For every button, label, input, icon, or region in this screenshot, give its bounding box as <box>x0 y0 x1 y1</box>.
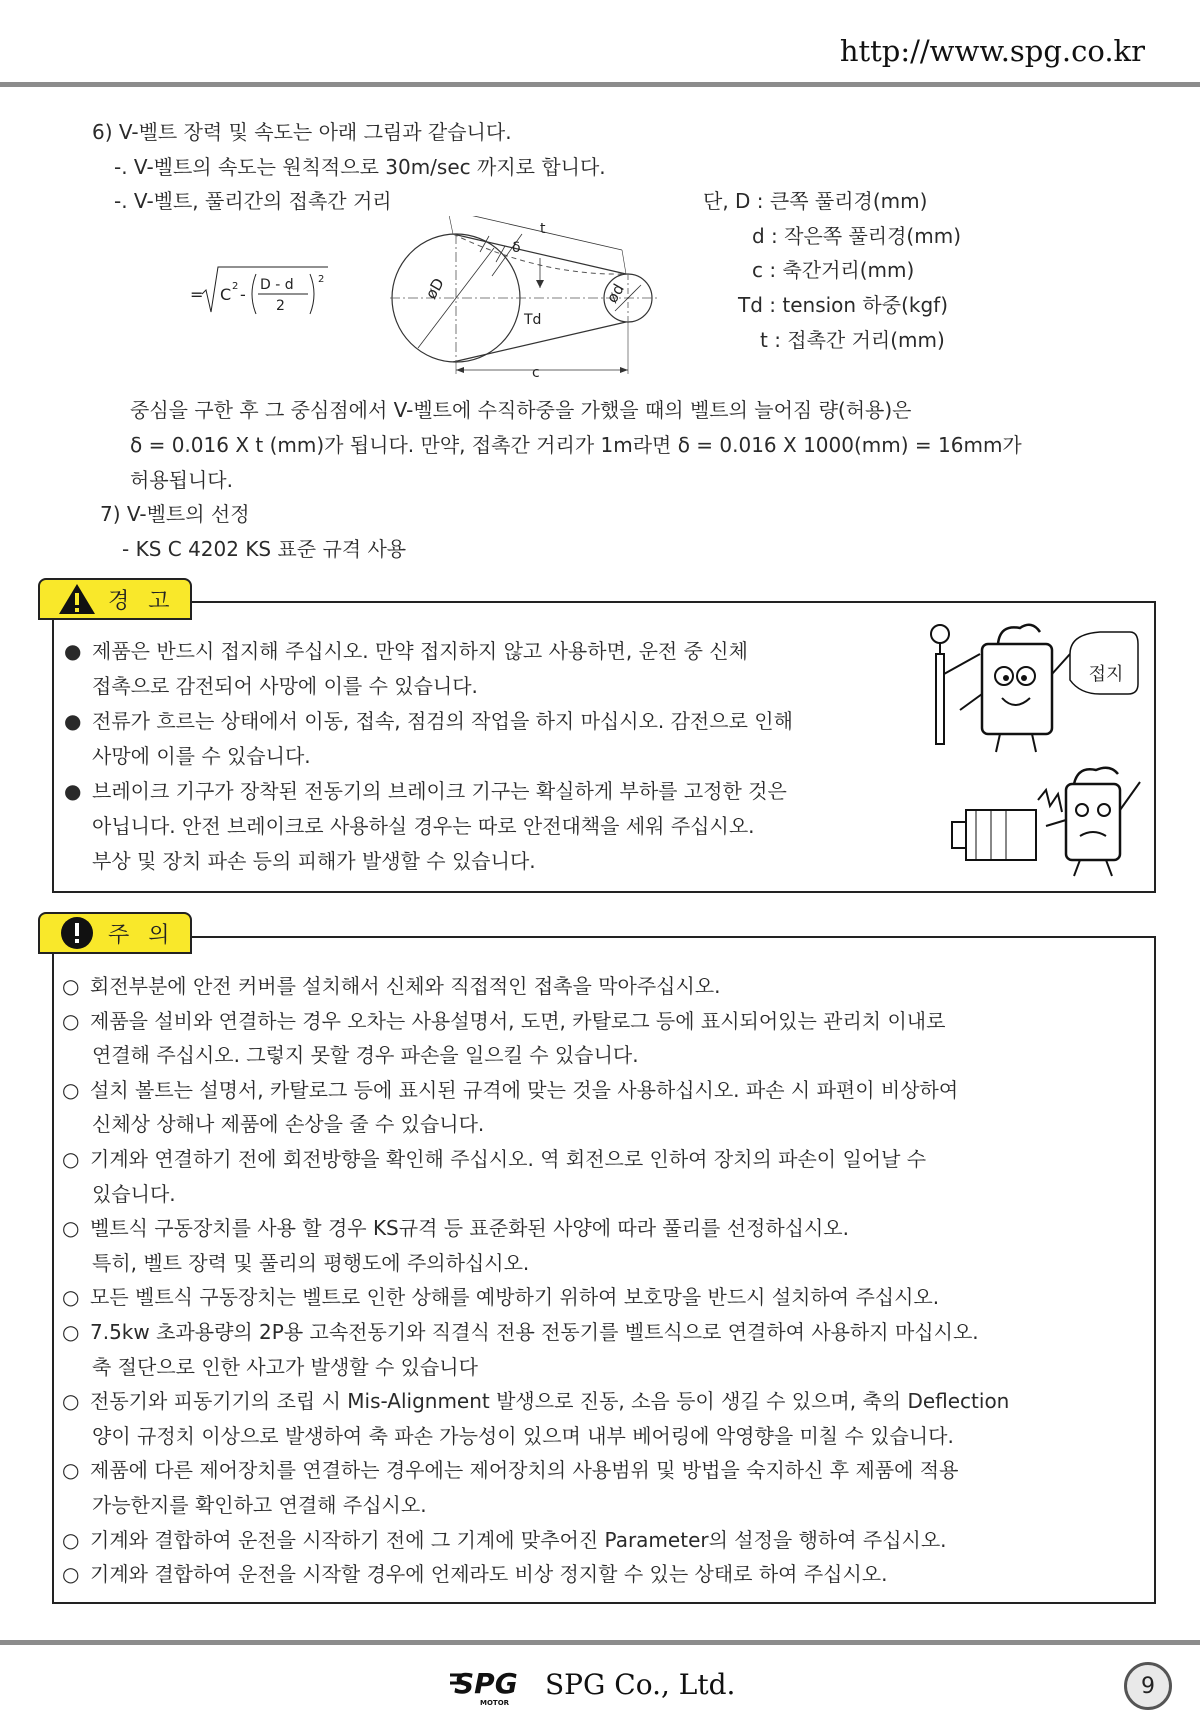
pulley-diagram <box>390 216 660 378</box>
caution-bullet: ○ <box>62 1216 80 1241</box>
formula-equals: = <box>190 285 204 304</box>
diagram-label-Td: Td <box>524 312 542 328</box>
caution-item: ○ 기계와 결합하여 운전을 시작할 경우에 언제라도 비상 정지할 수 있는 상태로 하여 주십시오. <box>62 1562 888 1587</box>
header-url: http://www.spg.co.kr <box>839 34 1145 68</box>
svg-text:SPG: SPG <box>454 1667 518 1700</box>
diagram-label-delta: δ <box>512 240 521 256</box>
warning-tab <box>38 578 192 620</box>
sag-paragraph-line2: δ = 0.016 X t (mm)가 됩니다. 만약, 접촉간 거리가 1m라면 δ = 0.016 X 1000(mm) = 16mm가 <box>130 433 1022 457</box>
caution-item-cont: 있습니다. <box>92 1181 176 1206</box>
caution-bullet: ○ <box>62 1527 80 1552</box>
caution-item: ○ 7.5kw 초과용량의 2P용 고속전동기와 직결식 전용 전동기를 벨트식으로 연결하여 사용하지 마십시오. <box>62 1320 979 1344</box>
caution-bullet: ○ <box>62 1562 80 1587</box>
legend-D: 단, D : 큰쪽 풀리경(mm) <box>703 189 928 213</box>
caution-bullet: ○ <box>62 1077 80 1102</box>
legend-c: c : 축간거리(mm) <box>752 258 915 282</box>
section6-title: 6) V-벨트 장력 및 속도는 아래 그림과 같습니다. <box>92 120 512 144</box>
caution-tab <box>38 912 192 954</box>
caution-item: ○ 제품을 설비와 연결하는 경우 오차는 사용설명서, 도면, 카탈로그 등에 표시되어있는 관리치 이내로 <box>62 1008 946 1033</box>
section6-line-speed: -. V-벨트의 속도는 원칙적으로 30m/sec 까지로 합니다. <box>114 155 606 179</box>
formula-denominator: 2 <box>276 298 285 314</box>
header-rule <box>0 82 1200 87</box>
page-number: 9 <box>1124 1662 1172 1710</box>
diagram-label-big-pulley: øD <box>421 275 448 302</box>
footer-rule <box>0 1640 1200 1645</box>
diagram-label-t: t <box>540 221 546 237</box>
warning-triangle-icon <box>56 582 98 616</box>
formula-numerator: D - d <box>260 277 294 293</box>
formula-exp: 2 <box>318 274 325 285</box>
caution-item: ○ 제품에 다른 제어장치를 연결하는 경우에는 제어장치의 사용범위 및 방법을 숙지하신 후 제품에 적용 <box>62 1458 959 1483</box>
formula-c: C <box>220 285 232 304</box>
electric-shock-cartoon <box>946 760 1146 880</box>
caution-bullet: ○ <box>62 1147 80 1171</box>
distance-formula <box>190 262 330 322</box>
diagram-label-small-pulley: ød <box>602 280 628 306</box>
warning-item: ● 브레이크 기구가 장착된 전동기의 브레이크 기구는 확실하게 부하를 고정한 것은 <box>64 779 787 803</box>
svg-text:MOTOR: MOTOR <box>480 1699 510 1707</box>
caution-bullet: ○ <box>62 1285 80 1310</box>
caution-bullet: ○ <box>62 974 80 998</box>
caution-label: 주 의 <box>108 922 176 948</box>
section7-title: 7) V-벨트의 선정 <box>100 502 250 526</box>
caution-bullet: ○ <box>62 1008 80 1033</box>
caution-item: ○ 전동기와 피동기기의 조립 시 Mis-Alignment 발생으로 진동, 소음 등이 생길 수 있으며, 축의 Deflection <box>62 1389 1010 1414</box>
caution-item: ○ 기계와 연결하기 전에 회전방향을 확인해 주십시오. 역 회전으로 인하여 장치의 파손이 일어날 수 <box>62 1147 927 1171</box>
warning-item: ● 전류가 흐르는 상태에서 이동, 접속, 점검의 작업을 하지 마십시오. 감전으로 인해 <box>64 709 793 733</box>
caution-item: ○ 모든 벨트식 구동장치는 벨트로 인한 상해를 예방하기 위하여 보호망을 반드시 설치하여 주십시오. <box>62 1285 940 1310</box>
caution-bullet: ○ <box>62 1389 80 1414</box>
caution-item: ○ 기계와 결합하여 운전을 시작하기 전에 그 기계에 맞추어진 Parameter의 설정을 행하여 주십시오. <box>62 1527 947 1552</box>
warning-item: ● 제품은 반드시 접지해 주십시오. 만약 접지하지 않고 사용하면, 운전 중 신체 <box>64 639 748 663</box>
caution-item: ○ 설치 볼트는 설명서, 카탈로그 등에 표시된 규격에 맞는 것을 사용하십시오. 파손 시 파편이 비상하여 <box>62 1077 959 1102</box>
caution-bullet: ○ <box>62 1320 80 1344</box>
formula-minus: - <box>240 285 246 304</box>
diagram-label-c: c <box>532 365 540 378</box>
sag-paragraph-line3: 허용됩니다. <box>130 468 233 492</box>
warning-label: 경 고 <box>108 588 176 614</box>
caution-item-cont: 가능한지를 확인하고 연결해 주십시오. <box>92 1493 427 1517</box>
warning-item-cont: 아닙니다. 안전 브레이크로 사용하실 경우는 따로 안전대책을 세워 주십시오. <box>92 814 755 838</box>
exclamation-icon <box>56 916 98 950</box>
spg-logo <box>450 1665 540 1709</box>
section7-line: - KS C 4202 KS 표준 규격 사용 <box>122 537 407 561</box>
caution-item-cont: 축 절단으로 인한 사고가 발생할 수 있습니다 <box>92 1354 478 1379</box>
warning-item-cont: 부상 및 장치 파손 등의 피해가 발생할 수 있습니다. <box>92 849 536 873</box>
section6-line-distance: -. V-벨트, 풀리간의 접촉간 거리 <box>114 189 392 213</box>
formula-c-exp: 2 <box>232 281 239 292</box>
footer-company: SPG Co., Ltd. <box>545 1668 736 1701</box>
legend-Td: Td : tension 하중(kgf) <box>738 293 948 317</box>
legend-t: t : 접촉간 거리(mm) <box>760 328 945 352</box>
grounding-speech-bubble: 접지 <box>1088 664 1124 685</box>
caution-item-cont: 연결해 주십시오. 그렇지 못할 경우 파손을 일으킬 수 있습니다. <box>92 1043 639 1068</box>
caution-item: ○ 회전부분에 안전 커버를 설치해서 신체와 직접적인 접촉을 막아주십시오. <box>62 974 721 998</box>
caution-item-cont: 신체상 상해나 제품에 손상을 줄 수 있습니다. <box>92 1112 485 1137</box>
caution-item-cont: 양이 규정치 이상으로 발생하여 축 파손 가능성이 있으며 내부 베어링에 악영향을 미칠 수 있습니다. <box>92 1423 954 1448</box>
sag-paragraph-line1: 중심을 구한 후 그 중심점에서 V-벨트에 수직하중을 가했을 때의 벨트의 늘어짐 량(허용)은 <box>130 398 912 422</box>
warning-item-cont: 사망에 이를 수 있습니다. <box>92 744 311 768</box>
caution-bullet: ○ <box>62 1458 80 1483</box>
legend-d: d : 작은쪽 풀리경(mm) <box>752 224 961 248</box>
warning-item-cont: 접촉으로 감전되어 사망에 이를 수 있습니다. <box>92 674 478 698</box>
caution-item-cont: 특히, 벨트 장력 및 풀리의 평행도에 주의하십시오. <box>92 1250 530 1275</box>
caution-item: ○ 벨트식 구동장치를 사용 할 경우 KS규격 등 표준화된 사양에 따라 풀리를 선정하십시오. <box>62 1216 849 1241</box>
